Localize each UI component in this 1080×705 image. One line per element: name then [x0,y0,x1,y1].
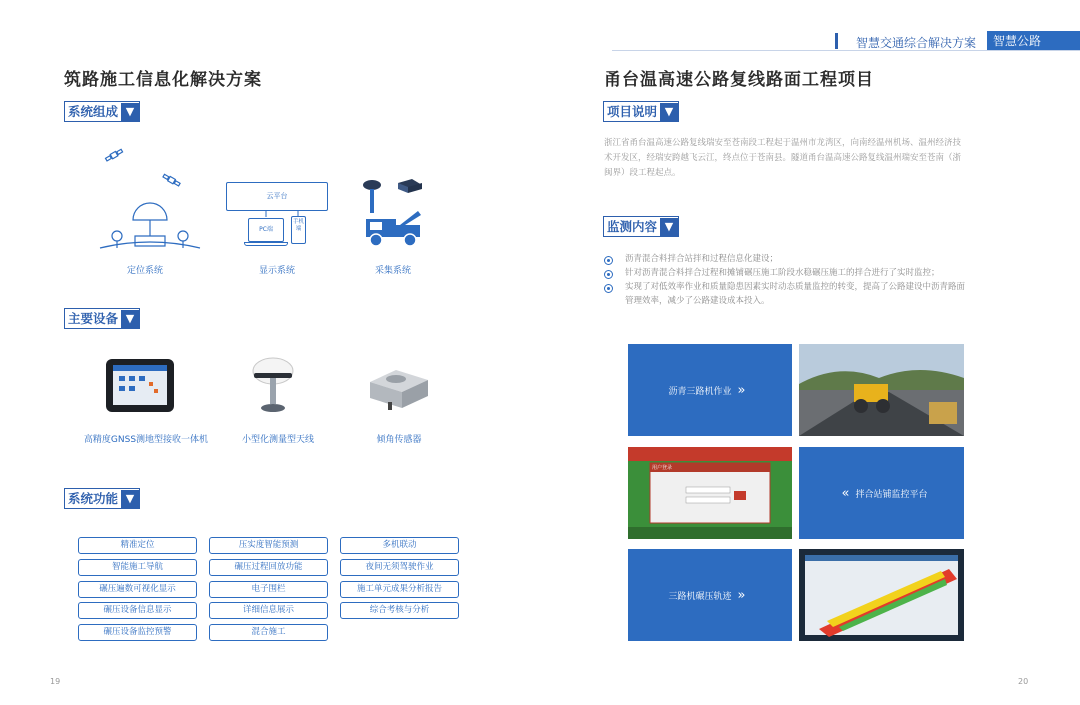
double-chevron-right-icon: » [737,382,746,398]
section-tag-label: 系统组成 [68,103,119,119]
section-tag-monitor [603,216,679,237]
bullet-icon [604,270,613,279]
intro-paragraph: 浙江省甬台温高速公路复线瑞安至苍南段工程起于温州市龙湾区，向南经温州机场、温州经济技术开发区，经瑞安跨越飞云江，终点位于苍南县。隧道甬台温高速公路复线温州瑞安至苍南（浙闽界）段工程起点。 [604,138,962,178]
tile-label: 沥青三路机作业 [668,386,732,397]
tile-mixing-station-platform [799,447,964,539]
left-page-title: 筑路施工信息化解决方案 [64,70,262,90]
chevron-down-icon: ▼ [121,103,139,121]
satellite-icon [163,173,181,186]
double-chevron-left-icon: « [841,485,850,501]
caption-collection: 采集系统 [374,266,411,276]
caption-antenna: 小型化测量型天线 [241,435,314,445]
header-accent-bar [835,33,838,49]
header-tag: 智慧公路 [987,31,1080,51]
section-tag-functions [64,488,140,509]
section-tag-intro [603,101,679,122]
caption-gnss-receiver: 高精度GNSS测地型接收一体机 [83,435,209,445]
function-item: 碾压设备信息显示 [78,602,197,619]
section-tag-label: 系统功能 [68,490,119,506]
section-tag-label: 项目说明 [607,103,658,119]
collection-system-illustration [358,175,426,250]
caption-display: 显示系统 [258,266,295,276]
function-item: 混合施工 [209,624,328,641]
monitor-bullet: 实现了对低效率作业和质量隐患因素实时动态质量监控的转变，提高了公路建设中沥青路面管理效率，减少了公路建设成本投入。 [625,282,966,306]
chevron-down-icon: ▼ [121,310,139,328]
antenna-image [250,356,296,416]
function-item: 碾压过程回放功能 [209,559,328,576]
function-item: 碾压遍数可视化显示 [78,581,197,598]
trajectory-map-screenshot [799,549,964,641]
header-subtitle: 智慧交通综合解决方案 [856,36,977,50]
caption-tilt-sensor: 倾角传感器 [376,435,422,445]
page-number-left: 19 [50,677,61,686]
section-tag-label: 监测内容 [607,218,658,234]
function-item: 智能施工导航 [78,559,197,576]
laptop-base-icon [244,242,288,246]
function-item: 多机联动 [340,537,459,554]
positioning-system-illustration [95,148,205,258]
double-chevron-right-icon: » [737,587,746,603]
function-item: 夜间无须驾驶作业 [340,559,459,576]
bullet-icon [604,256,613,265]
tile-label: 拌合站铺监控平台 [855,489,928,500]
pc-terminal-box [248,218,284,242]
bullet-icon [604,284,613,293]
section-tag-equipment [64,308,140,329]
function-item: 详细信息展示 [209,602,328,619]
login-window-title: 用户登录 [652,465,673,471]
function-item: 碾压设备监控预警 [78,624,197,641]
function-item: 施工单元成果分析报告 [340,581,459,598]
roller-truck-icon [366,211,421,246]
sensor-box-icon [398,179,422,193]
gnss-tablet-image [105,358,175,413]
caption-positioning: 定位系统 [126,266,163,276]
pc-terminal-label: PC端 [259,226,273,233]
function-item: 精准定位 [78,537,197,554]
chevron-down-icon: ▼ [660,218,678,236]
section-tag-composition [64,101,140,122]
chevron-down-icon: ▼ [121,490,139,508]
function-item: 综合考核与分析 [340,602,459,619]
tile-paver-operation [628,344,792,436]
gnss-antenna-icon [363,180,381,213]
function-item: 压实度智能预测 [209,537,328,554]
cloud-platform-label: 云平台 [266,192,288,200]
section-tag-label: 主要设备 [68,310,119,326]
right-page-title: 甬台温高速公路复线路面工程项目 [604,70,874,90]
tile-roller-trajectory [628,549,792,641]
mobile-terminal-label: 手机端 [292,219,304,232]
software-login-screenshot [628,447,792,539]
function-item: 电子围栏 [209,581,328,598]
chevron-down-icon: ▼ [660,103,678,121]
header-rule [612,50,1080,51]
road-roller-photo [799,344,964,436]
satellite-icon [105,148,123,161]
mobile-terminal-box [291,216,306,244]
monitor-bullet: 针对沥青混合料拌合过程和摊铺碾压施工阶段水稳碾压施工的拌合进行了实时监控； [625,268,940,278]
tilt-sensor-image [366,362,432,412]
cloud-platform-box [226,182,328,211]
monitor-bullet: 沥青混合料拌合站拌和过程信息化建设； [625,254,779,264]
tile-label: 三路机碾压轨迹 [668,591,732,602]
page-number-right: 20 [1018,677,1029,686]
